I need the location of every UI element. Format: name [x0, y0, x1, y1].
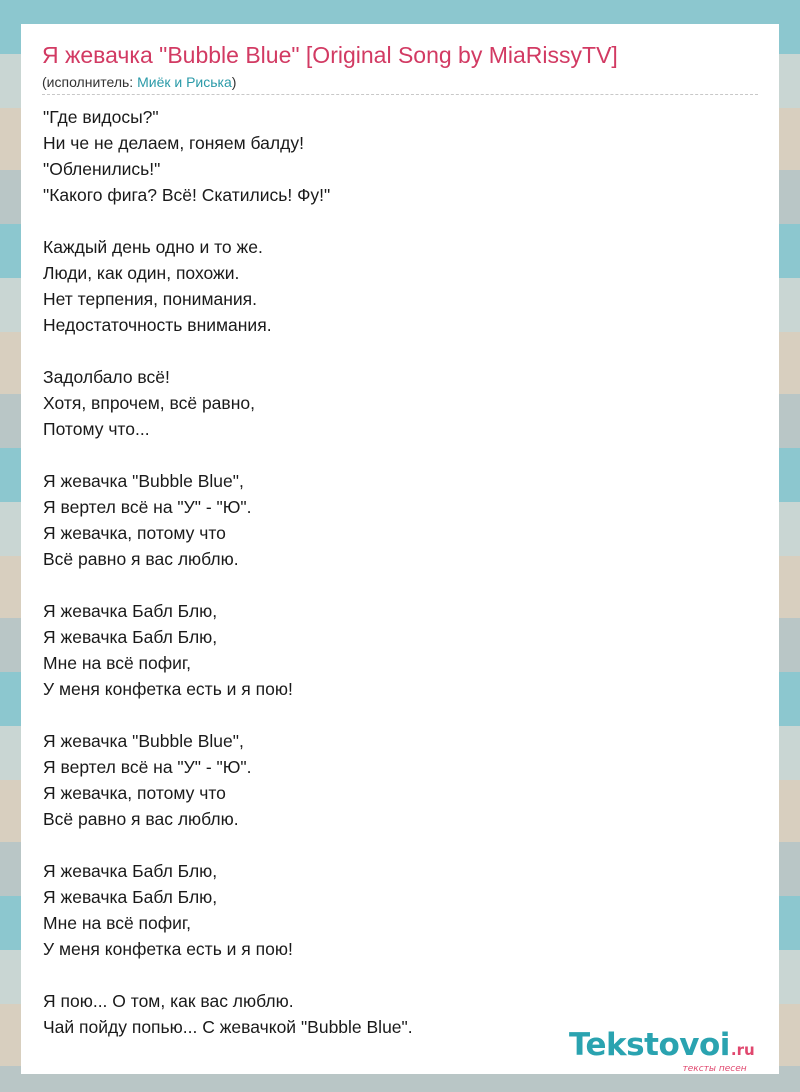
lyric-line: Всё равно я вас люблю. [43, 809, 239, 829]
lyric-line: Я жевачка Бабл Блю, [43, 887, 218, 907]
lyrics-card [21, 24, 779, 1074]
lyric-line: Каждый день одно и то же. [43, 237, 263, 257]
lyrics-stanza [43, 468, 743, 572]
site-logo [569, 1027, 755, 1074]
lyrics-body [43, 104, 743, 1066]
logo-wordmark: Tekstovoi [569, 1027, 730, 1063]
artist-link[interactable]: Миёк и Риська [137, 74, 232, 90]
lyric-line: Недостаточность внимания. [43, 315, 272, 335]
lyric-line: Мне на всё пофиг, [43, 653, 192, 673]
lyrics-stanza [43, 234, 743, 338]
lyric-line: Хотя, впрочем, всё равно, [43, 393, 255, 413]
lyric-line: Нет терпения, понимания. [43, 289, 257, 309]
lyric-line: Я жевачка, потому что [43, 783, 226, 803]
lyrics-stanza [43, 364, 743, 442]
lyric-line: Я пою... О том, как вас люблю. [43, 991, 294, 1011]
lyric-line: "Обленились!" [43, 159, 161, 179]
lyric-line: Я жевачка Бабл Блю, [43, 627, 218, 647]
lyric-line: Потому что... [43, 419, 150, 439]
lyric-line: Я жевачка "Bubble Blue", [43, 731, 244, 751]
logo-subtitle: тексты песен [682, 1064, 747, 1074]
lyric-line: Я вертел всё на "У" - "Ю". [43, 757, 252, 777]
lyric-line: Я жевачка Бабл Блю, [43, 861, 218, 881]
lyric-line: Задолбало всё! [43, 367, 170, 387]
artist-suffix: ) [231, 74, 237, 90]
lyric-line: Чай пойду попью... С жевачкой "Bubble Blue". [43, 1017, 413, 1037]
lyric-line: Я жевачка Бабл Блю, [43, 601, 218, 621]
song-title: Я жевачка "Bubble Blue" [Original Song by MiaRissyTV] [42, 42, 618, 68]
artist-prefix: (исполнитель: [42, 74, 138, 90]
lyric-line: Я вертел всё на "У" - "Ю". [43, 497, 252, 517]
header-divider [42, 94, 758, 95]
lyric-line: Ни че не делаем, гоняем балду! [43, 133, 304, 153]
lyric-line: "Где видосы?" [43, 107, 159, 127]
lyric-line: "Какого фига? Всё! Скатились! Фу!" [43, 185, 331, 205]
lyrics-stanza [43, 728, 743, 832]
lyric-line: У меня конфетка есть и я пою! [43, 679, 293, 699]
lyric-line: Люди, как один, похожи. [43, 263, 240, 283]
lyric-line: Я жевачка "Bubble Blue", [43, 471, 244, 491]
lyric-line: Я жевачка, потому что [43, 523, 226, 543]
lyrics-stanza [43, 858, 743, 962]
lyric-line: Мне на всё пофиг, [43, 913, 192, 933]
logo-domain: .ru [730, 1041, 755, 1059]
lyrics-stanza [43, 598, 743, 702]
lyric-line: Всё равно я вас люблю. [43, 549, 239, 569]
artist-line [42, 74, 236, 90]
lyrics-stanza [43, 104, 743, 208]
lyric-line: У меня конфетка есть и я пою! [43, 939, 293, 959]
